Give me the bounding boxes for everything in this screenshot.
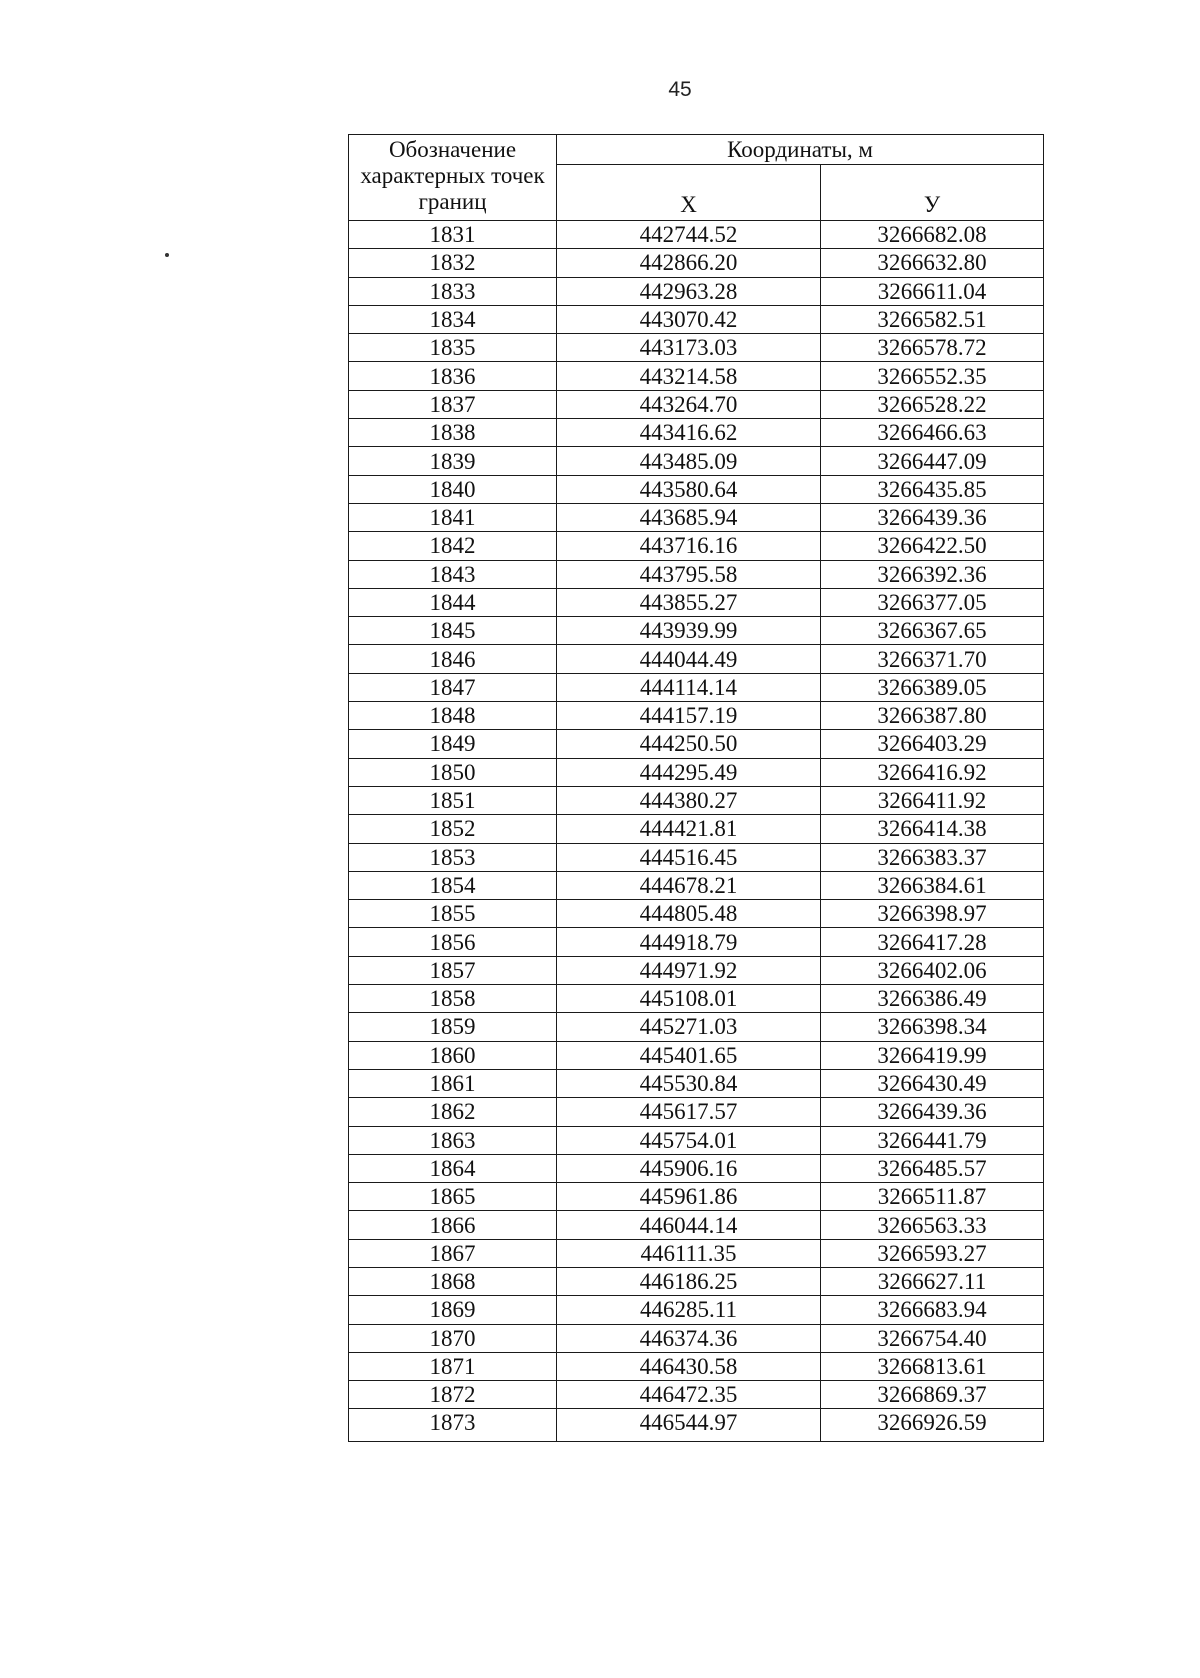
y-coordinate-cell: 3266383.37 <box>821 843 1044 871</box>
point-cell: 1862 <box>349 1098 557 1126</box>
table-row <box>349 1211 1044 1239</box>
x-coordinate-cell: 443795.58 <box>557 560 821 588</box>
point-cell: 1853 <box>349 843 557 871</box>
table-row <box>349 221 1044 249</box>
y-coordinate-cell: 3266441.79 <box>821 1126 1044 1154</box>
table-row <box>349 334 1044 362</box>
point-cell: 1856 <box>349 928 557 956</box>
point-cell: 1872 <box>349 1381 557 1409</box>
table-row <box>349 277 1044 305</box>
table-row <box>349 843 1044 871</box>
x-coordinate-cell: 444114.14 <box>557 673 821 701</box>
point-cell: 1865 <box>349 1183 557 1211</box>
table-row <box>349 815 1044 843</box>
table-row <box>349 419 1044 447</box>
y-coordinate-cell: 3266387.80 <box>821 702 1044 730</box>
table-row <box>349 956 1044 984</box>
y-coordinate-cell: 3266439.36 <box>821 503 1044 531</box>
table-row <box>349 786 1044 814</box>
x-coordinate-cell: 446186.25 <box>557 1267 821 1295</box>
table-row <box>349 645 1044 673</box>
point-cell: 1834 <box>349 305 557 333</box>
table-row <box>349 871 1044 899</box>
table-row <box>349 673 1044 701</box>
table-row <box>349 475 1044 503</box>
x-coordinate-cell: 443485.09 <box>557 447 821 475</box>
x-coordinate-cell: 446430.58 <box>557 1352 821 1380</box>
table-row <box>349 532 1044 560</box>
y-coordinate-cell: 3266414.38 <box>821 815 1044 843</box>
point-cell: 1868 <box>349 1267 557 1295</box>
y-coordinate-cell: 3266398.97 <box>821 900 1044 928</box>
x-coordinate-cell: 443264.70 <box>557 390 821 418</box>
y-coordinate-cell: 3266466.63 <box>821 419 1044 447</box>
y-coordinate-cell: 3266403.29 <box>821 730 1044 758</box>
y-coordinate-cell: 3266411.92 <box>821 786 1044 814</box>
table-row <box>349 249 1044 277</box>
table-row <box>349 730 1044 758</box>
y-coordinate-cell: 3266632.80 <box>821 249 1044 277</box>
table-row <box>349 1183 1044 1211</box>
point-cell: 1867 <box>349 1239 557 1267</box>
point-cell: 1836 <box>349 362 557 390</box>
x-coordinate-cell: 444295.49 <box>557 758 821 786</box>
table-row <box>349 1154 1044 1182</box>
x-coordinate-cell: 445754.01 <box>557 1126 821 1154</box>
y-coordinate-cell: 3266384.61 <box>821 871 1044 899</box>
x-coordinate-cell: 444380.27 <box>557 786 821 814</box>
x-coordinate-cell: 444678.21 <box>557 871 821 899</box>
point-cell: 1837 <box>349 390 557 418</box>
point-cell: 1866 <box>349 1211 557 1239</box>
point-cell: 1863 <box>349 1126 557 1154</box>
coordinates-table <box>348 134 1044 1442</box>
y-coordinate-cell: 3266402.06 <box>821 956 1044 984</box>
x-coordinate-cell: 445961.86 <box>557 1183 821 1211</box>
point-cell: 1842 <box>349 532 557 560</box>
point-cell: 1850 <box>349 758 557 786</box>
point-column-header: Обозначение характерных точек границ <box>349 135 557 221</box>
table-body <box>349 221 1044 1442</box>
y-coordinate-cell: 3266511.87 <box>821 1183 1044 1211</box>
table-row <box>349 503 1044 531</box>
x-coordinate-cell: 444157.19 <box>557 702 821 730</box>
table-row <box>349 1098 1044 1126</box>
y-coordinate-cell: 3266683.94 <box>821 1296 1044 1324</box>
point-cell: 1852 <box>349 815 557 843</box>
x-coordinate-cell: 444971.92 <box>557 956 821 984</box>
y-coordinate-cell: 3266371.70 <box>821 645 1044 673</box>
table-row <box>349 617 1044 645</box>
x-coordinate-cell: 446472.35 <box>557 1381 821 1409</box>
x-coordinate-cell: 444805.48 <box>557 900 821 928</box>
x-coordinate-cell: 443173.03 <box>557 334 821 362</box>
point-cell: 1833 <box>349 277 557 305</box>
table-row <box>349 702 1044 730</box>
table-row <box>349 1267 1044 1295</box>
y-coordinate-cell: 3266552.35 <box>821 362 1044 390</box>
x-coordinate-cell: 444516.45 <box>557 843 821 871</box>
x-coordinate-cell: 442963.28 <box>557 277 821 305</box>
y-coordinate-cell: 3266754.40 <box>821 1324 1044 1352</box>
table-header <box>349 135 1044 221</box>
point-cell: 1857 <box>349 956 557 984</box>
x-coordinate-cell: 444044.49 <box>557 645 821 673</box>
y-coordinate-cell: 3266377.05 <box>821 588 1044 616</box>
y-coordinate-cell: 3266926.59 <box>821 1409 1044 1442</box>
point-cell: 1861 <box>349 1069 557 1097</box>
point-cell: 1843 <box>349 560 557 588</box>
table-row <box>349 447 1044 475</box>
header-row-top <box>349 135 1044 165</box>
y-coordinate-cell: 3266869.37 <box>821 1381 1044 1409</box>
table-row <box>349 1069 1044 1097</box>
y-coordinate-cell: 3266417.28 <box>821 928 1044 956</box>
point-cell: 1859 <box>349 1013 557 1041</box>
x-coordinate-cell: 444421.81 <box>557 815 821 843</box>
table-row <box>349 588 1044 616</box>
y-coordinate-cell: 3266392.36 <box>821 560 1044 588</box>
point-cell: 1855 <box>349 900 557 928</box>
point-cell: 1854 <box>349 871 557 899</box>
y-coordinate-cell: 3266813.61 <box>821 1352 1044 1380</box>
x-coordinate-cell: 443070.42 <box>557 305 821 333</box>
table-row <box>349 985 1044 1013</box>
x-coordinate-cell: 443416.62 <box>557 419 821 447</box>
table-row <box>349 1239 1044 1267</box>
point-cell: 1849 <box>349 730 557 758</box>
point-cell: 1839 <box>349 447 557 475</box>
table-row <box>349 1409 1044 1442</box>
y-coordinate-cell: 3266419.99 <box>821 1041 1044 1069</box>
x-coordinate-cell: 446044.14 <box>557 1211 821 1239</box>
table-row <box>349 1013 1044 1041</box>
y-coordinate-cell: 3266447.09 <box>821 447 1044 475</box>
table-row <box>349 758 1044 786</box>
table-row <box>349 305 1044 333</box>
point-cell: 1835 <box>349 334 557 362</box>
x-coordinate-cell: 445617.57 <box>557 1098 821 1126</box>
y-coordinate-cell: 3266398.34 <box>821 1013 1044 1041</box>
point-cell: 1871 <box>349 1352 557 1380</box>
point-cell: 1851 <box>349 786 557 814</box>
y-coordinate-cell: 3266389.05 <box>821 673 1044 701</box>
x-coordinate-cell: 442744.52 <box>557 221 821 249</box>
x-coordinate-cell: 442866.20 <box>557 249 821 277</box>
x-coordinate-cell: 443855.27 <box>557 588 821 616</box>
table-row <box>349 928 1044 956</box>
y-coordinate-cell: 3266430.49 <box>821 1069 1044 1097</box>
x-coordinate-cell: 445906.16 <box>557 1154 821 1182</box>
scan-speck <box>165 253 169 257</box>
x-coordinate-cell: 445401.65 <box>557 1041 821 1069</box>
y-coordinate-cell: 3266435.85 <box>821 475 1044 503</box>
x-coordinate-cell: 445271.03 <box>557 1013 821 1041</box>
table-row <box>349 390 1044 418</box>
point-cell: 1860 <box>349 1041 557 1069</box>
x-coordinate-cell: 444250.50 <box>557 730 821 758</box>
table-row <box>349 1352 1044 1380</box>
y-column-header: У <box>821 165 1044 221</box>
y-coordinate-cell: 3266582.51 <box>821 305 1044 333</box>
x-coordinate-cell: 443716.16 <box>557 532 821 560</box>
point-cell: 1847 <box>349 673 557 701</box>
point-cell: 1838 <box>349 419 557 447</box>
y-coordinate-cell: 3266682.08 <box>821 221 1044 249</box>
point-cell: 1870 <box>349 1324 557 1352</box>
y-coordinate-cell: 3266627.11 <box>821 1267 1044 1295</box>
x-column-header: Х <box>557 165 821 221</box>
x-coordinate-cell: 446111.35 <box>557 1239 821 1267</box>
point-cell: 1841 <box>349 503 557 531</box>
page-number-text: 45 <box>668 78 692 101</box>
table-row <box>349 362 1044 390</box>
x-coordinate-cell: 445108.01 <box>557 985 821 1013</box>
point-cell: 1846 <box>349 645 557 673</box>
point-cell: 1873 <box>349 1409 557 1442</box>
y-coordinate-cell: 3266578.72 <box>821 334 1044 362</box>
point-cell: 1858 <box>349 985 557 1013</box>
y-coordinate-cell: 3266439.36 <box>821 1098 1044 1126</box>
y-coordinate-cell: 3266563.33 <box>821 1211 1044 1239</box>
table-row <box>349 1041 1044 1069</box>
x-coordinate-cell: 443214.58 <box>557 362 821 390</box>
point-cell: 1844 <box>349 588 557 616</box>
point-cell: 1869 <box>349 1296 557 1324</box>
point-cell: 1840 <box>349 475 557 503</box>
point-cell: 1831 <box>349 221 557 249</box>
table-row <box>349 1126 1044 1154</box>
point-cell: 1845 <box>349 617 557 645</box>
y-coordinate-cell: 3266593.27 <box>821 1239 1044 1267</box>
x-coordinate-cell: 446285.11 <box>557 1296 821 1324</box>
table-row <box>349 1324 1044 1352</box>
y-coordinate-cell: 3266528.22 <box>821 390 1044 418</box>
x-coordinate-cell: 443939.99 <box>557 617 821 645</box>
x-coordinate-cell: 444918.79 <box>557 928 821 956</box>
table-row <box>349 1381 1044 1409</box>
table-row <box>349 1296 1044 1324</box>
x-coordinate-cell: 446544.97 <box>557 1409 821 1442</box>
y-coordinate-cell: 3266485.57 <box>821 1154 1044 1182</box>
y-coordinate-cell: 3266367.65 <box>821 617 1044 645</box>
x-coordinate-cell: 446374.36 <box>557 1324 821 1352</box>
point-cell: 1848 <box>349 702 557 730</box>
table-row <box>349 560 1044 588</box>
y-coordinate-cell: 3266386.49 <box>821 985 1044 1013</box>
y-coordinate-cell: 3266611.04 <box>821 277 1044 305</box>
page-number <box>0 78 1200 102</box>
point-cell: 1864 <box>349 1154 557 1182</box>
x-coordinate-cell: 443580.64 <box>557 475 821 503</box>
table-row <box>349 900 1044 928</box>
point-cell: 1832 <box>349 249 557 277</box>
x-coordinate-cell: 445530.84 <box>557 1069 821 1097</box>
y-coordinate-cell: 3266416.92 <box>821 758 1044 786</box>
coordinates-column-header: Координаты, м <box>557 135 1044 165</box>
x-coordinate-cell: 443685.94 <box>557 503 821 531</box>
y-coordinate-cell: 3266422.50 <box>821 532 1044 560</box>
